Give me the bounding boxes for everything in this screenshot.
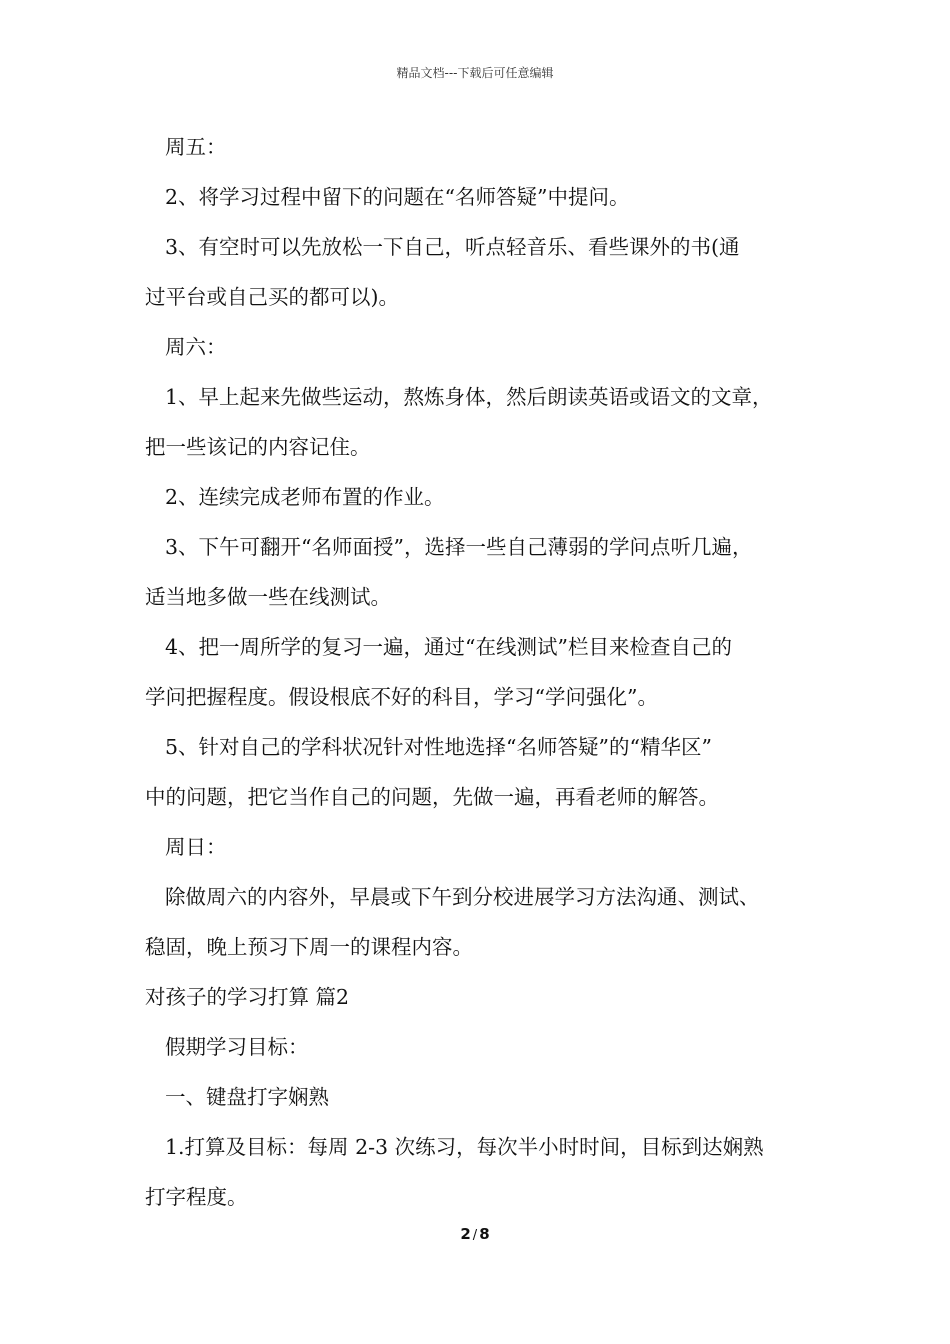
- page-footer: [0, 1225, 950, 1243]
- paragraph-line: 周五：: [165, 135, 227, 159]
- paragraph-line: 一、键盘打字娴熟: [165, 1085, 329, 1109]
- paragraph-line: 2、将学习过程中留下的问题在“名师答疑”中提问。: [165, 185, 630, 209]
- paragraph-line: 1、早上起来先做些运动，熬炼身体，然后朗读英语或语文的文章，: [165, 385, 773, 409]
- paragraph-line: 周六：: [165, 335, 227, 359]
- paragraph-line: 适当地多做一些在线测试。: [145, 585, 391, 609]
- paragraph-line: 中的问题，把它当作自己的问题，先做一遍，再看老师的解答。: [145, 785, 719, 809]
- paragraph-line: 除做周六的内容外，早晨或下午到分校进展学习方法沟通、测试、: [165, 885, 760, 909]
- paragraph-line: 1.打算及目标：每周 2-3 次练习，每次半小时时间，目标到达娴熟: [165, 1135, 764, 1159]
- page-number: 2: [460, 1225, 471, 1243]
- page-total: 8: [479, 1225, 490, 1243]
- paragraph-line: 稳固，晚上预习下周一的课程内容。: [145, 935, 473, 959]
- page-separator: /: [472, 1228, 478, 1243]
- header-text: 精品文档---下载后可任意编辑: [396, 66, 554, 80]
- page-header: [0, 64, 950, 81]
- paragraph-line: 2、连续完成老师布置的作业。: [165, 485, 445, 509]
- paragraph-line: 周日：: [165, 835, 227, 859]
- section-heading: 对孩子的学习打算 篇2: [145, 985, 350, 1009]
- paragraph-line: 把一些该记的内容记住。: [145, 435, 371, 459]
- paragraph-line: 5、针对自己的学科状况针对性地选择“名师答疑”的“精华区”: [165, 735, 712, 759]
- paragraph-line: 假期学习目标：: [165, 1035, 309, 1059]
- paragraph-line: 3、有空时可以先放松一下自己，听点轻音乐、看些课外的书(通: [165, 235, 740, 259]
- paragraph-line: 4、把一周所学的复习一遍，通过“在线测试”栏目来检查自己的: [165, 635, 733, 659]
- paragraph-line: 学问把握程度。假设根底不好的科目，学习“学问强化”。: [145, 685, 658, 709]
- paragraph-line: 打字程度。: [145, 1185, 248, 1209]
- paragraph-line: 过平台或自己买的都可以)。: [145, 285, 399, 309]
- paragraph-line: 3、下午可翻开“名师面授”，选择一些自己薄弱的学问点听几遍，: [165, 535, 753, 559]
